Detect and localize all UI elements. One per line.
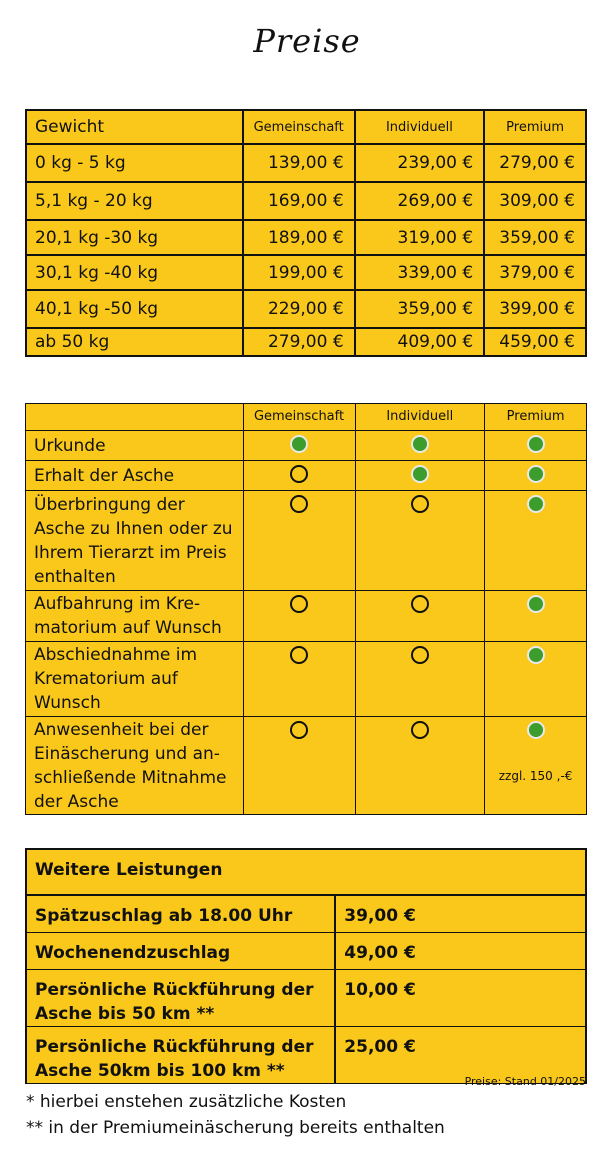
price-premium: 399,00 € [484, 290, 586, 328]
gemeinschaft-mark-icon [290, 435, 308, 453]
header-gemeinschaft: Gemeinschaft [243, 110, 355, 144]
price-individuell: 359,00 € [355, 290, 485, 328]
individuell-mark-icon [411, 465, 429, 483]
extra-services-heading: Weitere Leistungen [26, 849, 586, 895]
extra-service-row [26, 895, 586, 932]
price-individuell: 409,00 € [355, 328, 485, 356]
price-premium: 309,00 € [484, 182, 586, 220]
premium-surcharge-note: zzgl. 150 ,-€ [498, 769, 573, 783]
feature-label: Anwesenheit bei der Einäscherung und an-schließende Mitnahme der Asche [26, 717, 244, 815]
page-title: Preise [253, 22, 361, 60]
header-individuell: Individuell [355, 110, 485, 144]
header-premium: Premium [484, 110, 586, 144]
feature-row [26, 717, 587, 815]
header-blank [26, 404, 244, 431]
service-price: 25,00 € [335, 1026, 586, 1083]
header-individuell: Individuell [355, 404, 485, 431]
gemeinschaft-mark-icon [290, 595, 308, 613]
header-gemeinschaft: Gemeinschaft [243, 404, 355, 431]
extra-service-row [26, 932, 586, 969]
service-price: 10,00 € [335, 969, 586, 1026]
price-row [26, 328, 586, 356]
feature-row [26, 491, 587, 591]
weight-range: 0 kg - 5 kg [26, 144, 243, 182]
price-premium: 459,00 € [484, 328, 586, 356]
price-gemeinschaft: 139,00 € [243, 144, 355, 182]
service-price: 49,00 € [335, 932, 586, 969]
premium-mark-icon [527, 465, 545, 483]
price-row [26, 144, 586, 182]
extra-service-row [26, 969, 586, 1026]
price-row [26, 220, 586, 255]
price-premium: 279,00 € [484, 144, 586, 182]
price-row [26, 255, 586, 290]
price-premium: 379,00 € [484, 255, 586, 290]
feature-table-header [26, 404, 587, 431]
price-premium: 359,00 € [484, 220, 586, 255]
service-name: Persönliche Rückführung der Asche 50km bis 100 km ** [26, 1026, 335, 1083]
premium-mark-icon [527, 435, 545, 453]
individuell-mark-icon [411, 495, 429, 513]
weight-range: ab 50 kg [26, 328, 243, 356]
service-name: Persönliche Rückführung der Asche bis 50 km ** [26, 969, 335, 1026]
premium-mark-icon [527, 646, 545, 664]
price-table [25, 109, 587, 357]
service-price: 39,00 € [335, 895, 586, 932]
price-gemeinschaft: 169,00 € [243, 182, 355, 220]
price-row [26, 182, 586, 220]
feature-label: Urkunde [26, 431, 244, 461]
price-table-header [26, 110, 586, 144]
price-gemeinschaft: 199,00 € [243, 255, 355, 290]
extra-services-table [25, 848, 587, 1084]
price-gemeinschaft: 189,00 € [243, 220, 355, 255]
individuell-mark-icon [411, 721, 429, 739]
weight-range: 20,1 kg -30 kg [26, 220, 243, 255]
weight-range: 5,1 kg - 20 kg [26, 182, 243, 220]
weight-range: 40,1 kg -50 kg [26, 290, 243, 328]
price-individuell: 339,00 € [355, 255, 485, 290]
gemeinschaft-mark-icon [290, 465, 308, 483]
feature-row [26, 461, 587, 491]
service-name: Wochenendzuschlag [26, 932, 335, 969]
service-name: Spätzuschlag ab 18.00 Uhr [26, 895, 335, 932]
gemeinschaft-mark-icon [290, 495, 308, 513]
feature-label: Überbringung der Asche zu Ihnen oder zu Ihrem Tierarzt im Preis enthalten [26, 491, 244, 591]
feature-table [25, 403, 587, 815]
price-row [26, 290, 586, 328]
individuell-mark-icon [411, 595, 429, 613]
premium-mark-icon [527, 595, 545, 613]
gemeinschaft-mark-icon [290, 721, 308, 739]
feature-row [26, 642, 587, 717]
feature-row [26, 431, 587, 461]
gemeinschaft-mark-icon [290, 646, 308, 664]
individuell-mark-icon [411, 435, 429, 453]
footnote-premium-included: ** in der Premiumeinäscherung bereits enthalten [26, 1118, 445, 1138]
feature-label: Erhalt der Asche [26, 461, 244, 491]
individuell-mark-icon [411, 646, 429, 664]
footnote-extra-costs: * hierbei enstehen zusätzliche Kosten [26, 1092, 347, 1112]
header-premium: Premium [485, 404, 587, 431]
price-individuell: 239,00 € [355, 144, 485, 182]
feature-label: Abschiednahme im Krematorium auf Wunsch [26, 642, 244, 717]
price-individuell: 269,00 € [355, 182, 485, 220]
header-weight: Gewicht [26, 110, 243, 144]
premium-mark-icon [527, 721, 545, 739]
price-gemeinschaft: 279,00 € [243, 328, 355, 356]
price-gemeinschaft: 229,00 € [243, 290, 355, 328]
feature-row [26, 591, 587, 642]
weight-range: 30,1 kg -40 kg [26, 255, 243, 290]
feature-label: Aufbahrung im Kre-matorium auf Wunsch [26, 591, 244, 642]
price-individuell: 319,00 € [355, 220, 485, 255]
price-date-note: Preise: Stand 01/2025 [464, 1075, 586, 1088]
premium-mark-icon [527, 495, 545, 513]
